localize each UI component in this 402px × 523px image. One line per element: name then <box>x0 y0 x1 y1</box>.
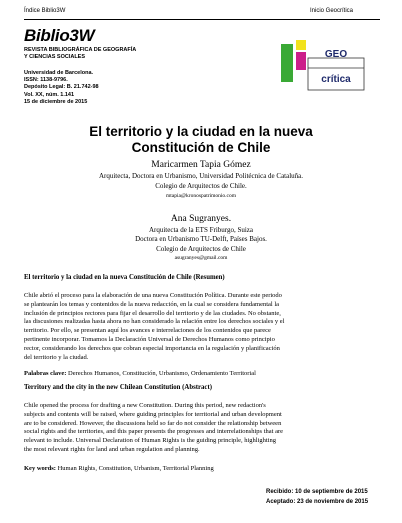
author-affiliation: Arquitecta, Doctora en Urbanismo, Universidad Politécnica de Cataluña. <box>98 172 304 180</box>
abstract-line: Chile opened the process for drafting a new Constitution. During this period, new redaction's <box>24 402 266 409</box>
header-divider <box>24 19 380 20</box>
paper-title-line: El territorio y la ciudad en la nueva <box>89 124 313 139</box>
abstract-text-en <box>24 402 378 455</box>
journal-info-line: Vol. XX, núm. 1.141 <box>24 91 75 98</box>
abstract-line: rector, considerando los derechos que cobran especial importancia en la regulación y planificación <box>24 344 280 352</box>
journal-subtitle-line: REVISTA BIBLIOGRÁFICA DE GEOGRAFÍA <box>24 47 137 53</box>
abstract-line: las discusiones realizadas hasta ahora no han considerado la relación entre los derechos sociales y el <box>24 318 285 326</box>
logo-critica-text: crítica <box>321 74 351 85</box>
author-name: Maricarmen Tapia Gómez <box>151 160 251 170</box>
journal-title: Biblio3W <box>24 26 95 45</box>
abstract-line: Chile abrió el proceso para la elaboración de una nueva Constitución Política. Durante este periodo <box>24 292 282 299</box>
paper-title-line: Constitución de Chile <box>131 140 271 155</box>
abstract-line: subjects and contents will be raised, where guiding principles for territorial and urban development <box>24 410 282 418</box>
journal-info-line: Depósito Legal: B. 21.742-98 <box>24 84 99 91</box>
author-email[interactable]: asugranyes@gmail.com <box>174 255 228 261</box>
author-email[interactable]: mtapia@kronospatrimonio.com <box>166 193 236 199</box>
author-affiliation: Arquitecta de la ETS Friburgo, Suiza <box>148 226 254 234</box>
abstract-line: social rights and the territories, and this paper presents the progresses and interrelationships that are <box>24 428 284 436</box>
abstract-line: territorio. Por ello, se presentan aquí los avances e interrelaciones de los contenidos que parece <box>24 327 271 335</box>
abstract-text-es <box>24 292 378 362</box>
logo-geo-text: GEO <box>324 49 348 60</box>
author-organization: Colegio de Arquitectos de Chile. <box>155 182 247 190</box>
logo-magenta-bar <box>296 52 306 70</box>
home-link[interactable]: Inicio Geocrítica <box>310 8 354 14</box>
journal-info-line: 15 de diciembre de 2015 <box>24 98 88 105</box>
abstract-line: inclusión de principios rectores para fijar el desarrollo del territorio y de las ciudades. No obstante, <box>24 309 281 317</box>
abstract-line: relevant to include. Universal Declaration of Human Rights is the guiding principle, highlighting <box>24 437 277 445</box>
abstract-heading-es: El territorio y la ciudad en la nueva Constitución de Chile (Resumen) <box>24 274 225 281</box>
author-organization: Colegio de Arquitectos de Chile <box>156 245 246 253</box>
keywords-list: Derechos Humanos, Constitución, Urbanismo, Ordenamiento Territorial <box>68 370 256 377</box>
abstract-heading-en: Territory and the city in the new Chilean Constitution (Abstract) <box>24 384 212 391</box>
index-link[interactable]: Índice Biblio3W <box>24 8 66 14</box>
logo-green-bar <box>281 44 293 82</box>
journal-info-line: Universidad de Barcelona. <box>24 70 94 76</box>
keywords-en <box>24 465 214 472</box>
keywords-label: Key words: <box>24 465 56 472</box>
journal-info <box>24 70 194 106</box>
abstract-line: pertinente incorporar. Tomamos la Declaración Universal de Derechos Humanos como principio <box>24 335 275 343</box>
logo-yellow-square <box>296 40 306 50</box>
paper-title <box>40 124 362 156</box>
accepted-date: Aceptado: 23 de noviembre de 2015 <box>266 499 369 505</box>
abstract-line: are to be considered. However, the discussions held so far do not consider the relationship between <box>24 419 282 427</box>
keywords-list: Human Rights, Constitution, Urbanism, Territorial Planning <box>57 465 214 472</box>
abstract-line: se plantearán los temas y contenidos de la nueva redacción, en la cual se considera fundamental la <box>24 300 280 308</box>
journal-subtitle-line: Y CIENCIAS SOCIALES <box>24 54 86 60</box>
author-affiliation: Doctora en Urbanismo TU-Delft, Países Bajos. <box>135 235 267 243</box>
author-name: Ana Sugranyes. <box>170 214 232 224</box>
abstract-line: del territorio y la ciudad. <box>24 353 89 361</box>
keywords-label: Palabras clave: <box>24 370 67 377</box>
geocritica-logo[interactable] <box>278 38 368 96</box>
received-date: Recibido: 10 de septiembre de 2015 <box>266 489 368 495</box>
keywords-es <box>24 370 256 377</box>
journal-info-line: ISSN: 1138-9796. <box>24 77 68 84</box>
journal-subtitle <box>24 47 184 61</box>
abstract-line: the most relevant rights for land and urban regulation and planning. <box>24 445 200 453</box>
